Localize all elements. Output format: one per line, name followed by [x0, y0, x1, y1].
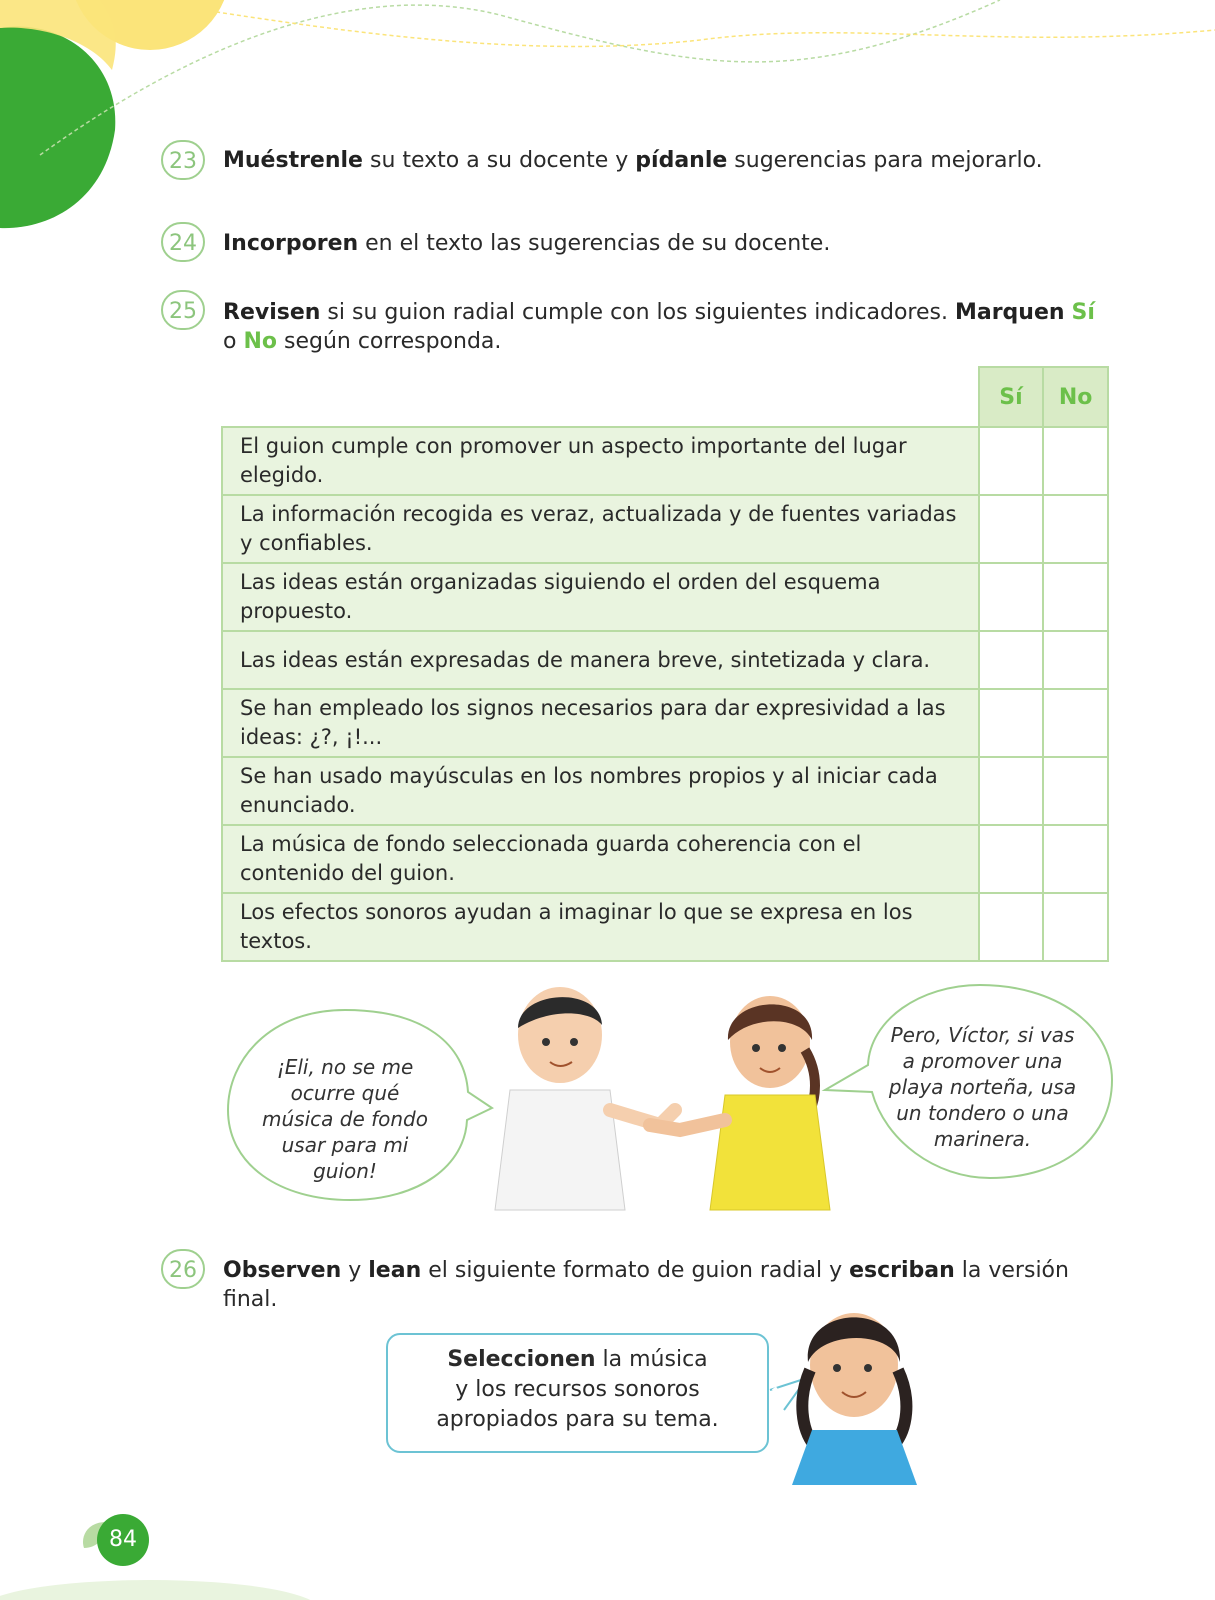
checkbox-si[interactable]: [979, 427, 1044, 495]
tip-box: Seleccionen la música y los recursos sonoros apropiados para su tema.: [386, 1333, 769, 1453]
instruction-26: Observen y lean el siguiente formato de guion radial y escriban la versión final.: [223, 1258, 1069, 1312]
checkbox-si[interactable]: [979, 495, 1044, 563]
table-row: [222, 757, 1108, 825]
page-number: 84: [97, 1514, 149, 1566]
column-header-no: No: [1043, 367, 1108, 427]
table-row: [222, 495, 1108, 563]
criterion-cell: La música de fondo seleccionada guarda coherencia con el contenido del guion.: [222, 825, 979, 893]
checkbox-no[interactable]: [1043, 757, 1108, 825]
instruction-23: Muéstrenle su texto a su docente y pídanle sugerencias para mejorarlo.: [223, 148, 1043, 173]
criterion-cell: El guion cumple con promover un aspecto importante del lugar elegido.: [222, 427, 979, 495]
table-row: [222, 563, 1108, 631]
checkbox-si[interactable]: [979, 757, 1044, 825]
checkbox-no[interactable]: [1043, 689, 1108, 757]
criterion-cell: Se han usado mayúsculas en los nombres propios y al iniciar cada enunciado.: [222, 757, 979, 825]
table-row: [222, 689, 1108, 757]
item-number-23: 23: [161, 140, 205, 180]
checklist-table: [221, 366, 1109, 962]
criterion-cell: Las ideas están organizadas siguiendo el orden del esquema propuesto.: [222, 563, 979, 631]
instruction-25: Revisen si su guion radial cumple con los siguientes indicadores. Marquen Sí o No según corresponda.: [223, 300, 1095, 354]
checkbox-si[interactable]: [979, 825, 1044, 893]
checkbox-no[interactable]: [1043, 563, 1108, 631]
boy-icon: [495, 987, 675, 1210]
checkbox-si[interactable]: [979, 631, 1044, 689]
tip-bold: Seleccionen: [447, 1347, 596, 1372]
speech-bubble-boy-text: ¡Eli, no se me ocurre qué música de fondo usar para mi guion!: [262, 1055, 428, 1183]
corner-decoration: [0, 0, 1215, 260]
girl-icon: [650, 996, 830, 1210]
speech-bubble-girl-text: Pero, Víctor, si vas a promover una playa norteña, usa un tondero o una marinera.: [888, 1023, 1077, 1151]
item-number-26: 26: [161, 1249, 205, 1289]
checkbox-no[interactable]: [1043, 631, 1108, 689]
criterion-cell: Los efectos sonoros ayudan a imaginar lo que se expresa en los textos.: [222, 893, 979, 961]
criterion-cell: Las ideas están expresadas de manera breve, sintetizada y clara.: [222, 631, 979, 689]
criterion-cell: La información recogida es veraz, actualizada y de fuentes variadas y confiables.: [222, 495, 979, 563]
checkbox-no[interactable]: [1043, 825, 1108, 893]
table-row: [222, 825, 1108, 893]
checkbox-no[interactable]: [1043, 893, 1108, 961]
item-number-24: 24: [161, 222, 205, 262]
checkbox-si[interactable]: [979, 893, 1044, 961]
table-row: [222, 427, 1108, 495]
item-number-25: 25: [161, 290, 205, 330]
checkbox-si[interactable]: [979, 563, 1044, 631]
criterion-cell: Se han empleado los signos necesarios para dar expresividad a las ideas: ¿?, ¡!...: [222, 689, 979, 757]
checkbox-no[interactable]: [1043, 427, 1108, 495]
instruction-24: Incorporen en el texto las sugerencias de su docente.: [223, 231, 831, 256]
checkbox-si[interactable]: [979, 689, 1044, 757]
column-header-si: Sí: [979, 367, 1044, 427]
girl-thinking-icon: [762, 1300, 932, 1485]
table-row: [222, 893, 1108, 961]
checkbox-no[interactable]: [1043, 495, 1108, 563]
bottom-decoration: [0, 1560, 400, 1600]
table-row: [222, 631, 1108, 689]
